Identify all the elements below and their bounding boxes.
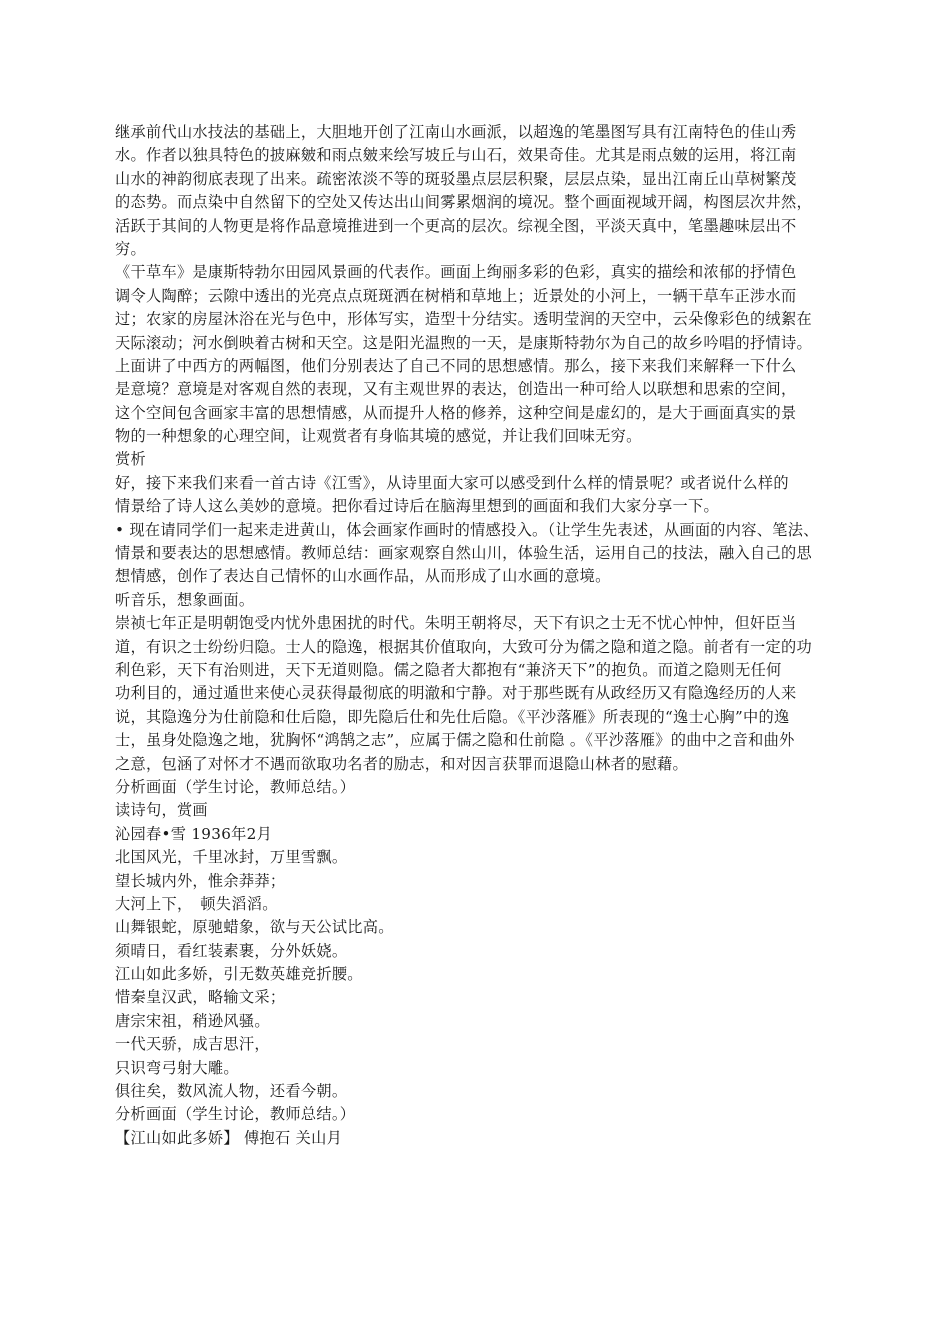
poem-line: 江山如此多娇，引无数英雄竞折腰。	[115, 965, 363, 984]
bullet-line: • 现在请同学们一起来走进黄山，体会画家作画时的情感投入。（让学生先表述，从画面的内容、笔法、	[115, 520, 819, 539]
text-line: 崇祯七年正是明朝饱受内忧外患困扰的时代。朱明王朝将尽，天下有识之士无不忧心忡忡，但奸臣当	[115, 614, 797, 633]
poem-title: 沁园春•雪 1936年2月	[115, 824, 273, 843]
text-line: 物的一种想象的心理空间，让观赏者有身临其境的感觉，并让我们回味无穷。	[115, 427, 642, 446]
text-line: 穷。	[115, 239, 146, 258]
text-line: 活跃于其间的人物更是将作品意境推进到一个更高的层次。综视全图，平淡天真中，笔墨趣味层出不	[115, 216, 797, 235]
section-heading: 赏析	[115, 450, 146, 469]
text-line: 听音乐，想象画面。	[115, 590, 255, 609]
text-line: 好，接下来我们来看一首古诗《江雪》，从诗里面大家可以感受到什么样的情景呢？或者说什么样的	[115, 473, 789, 492]
text-line: 利色彩，天下有治则进，天下无道则隐。儒之隐者大都抱有“兼济天下”的抱负。而道之隐则无任何	[115, 660, 782, 679]
text-line: 过；农家的房屋沐浴在光与色中，形体写实，造型十分结实。透明莹润的天空中，云朵像彩色的绒絮在	[115, 310, 812, 329]
text-line: 之意，包涵了对怀才不遇而欲取功名者的励志，和对因言获罪而退隐山林者的慰藉。	[115, 754, 689, 773]
text-line: 分析画面（学生讨论，教师总结。）	[115, 777, 356, 796]
text-line: 上面讲了中西方的两幅图，他们分别表达了自己不同的思想感情。那么，接下来我们来解释一下什么	[115, 356, 797, 375]
text-line: 调令人陶醉；云隙中透出的光亮点点斑斑洒在树梢和草地上；近景处的小河上，一辆干草车正涉水而	[115, 286, 797, 305]
poem-line: 须晴日，看红装素裹，分外妖娆。	[115, 941, 348, 960]
document-body	[115, 121, 845, 1150]
text-line: 士，虽身处隐逸之地，犹胸怀“鸿鹄之志”，应属于儒之隐和仕前隐 。《平沙落雁》的曲中之音和曲外	[115, 731, 795, 750]
poem-line: 惜秦皇汉武，略输文采；	[115, 988, 286, 1007]
text-line: 情景给了诗人这么美妙的意境。把你看过诗后在脑海里想到的画面和我们大家分享一下。	[115, 497, 720, 516]
text-line: 天际滚动；河水倒映着古树和天空。这是阳光温煦的一天，是康斯特勃尔为自己的故乡吟唱的抒情诗。	[115, 333, 812, 352]
text-line: 情景和要表达的思想感情。教师总结：画家观察自然山川，体验生活，运用自己的技法，融入自己的思	[115, 544, 812, 563]
text-line: 《干草车》是康斯特勃尔田园风景画的代表作。画面上绚丽多彩的色彩，真实的描绘和浓郁的抒情色	[115, 263, 797, 282]
text-line: 这个空间包含画家丰富的思想情感，从而提升人格的修养，这种空间是虚幻的，是大于画面真实的景	[115, 403, 797, 422]
text-line: 想情感，创作了表达自己情怀的山水画作品，从而形成了山水画的意境。	[115, 567, 611, 586]
text-line: 山水的神韵彻底表现了出来。疏密浓淡不等的斑驳墨点层层积聚，层层点染，显出江南丘山草树繁茂	[115, 169, 797, 188]
text-line: 的态势。而点染中自然留下的空处又传达出山间雾累烟润的境况。整个画面视域开阔，构图层次井然，	[115, 193, 812, 212]
poem-line: 只识弯弓射大雕。	[115, 1058, 239, 1077]
poem-line: 北国风光，千里冰封，万里雪飘。	[115, 848, 348, 867]
poem-line: 望长城内外，惟余莽莽；	[115, 871, 286, 890]
poem-line: 俱往矣，数风流人物，还看今朝。	[115, 1082, 348, 1101]
text-line: 说，其隐逸分为仕前隐和仕后隐，即先隐后仕和先仕后隐。《平沙落雁》所表现的“逸士心胸”中的逸	[115, 707, 790, 726]
poem-line: 一代天骄，成吉思汗，	[115, 1035, 270, 1054]
text-line: 是意境？意境是对客观自然的表现，又有主观世界的表达，创造出一种可给人以联想和思索的空间，	[115, 380, 797, 399]
text-line: 继承前代山水技法的基础上，大胆地开创了江南山水画派，以超逸的笔墨图写具有江南特色的佳山秀	[115, 123, 797, 141]
text-line: 道，有识之士纷纷归隐。士人的隐逸，根据其价值取向，大致可分为儒之隐和道之隐。前者有一定的功	[115, 637, 812, 656]
poem-line: 唐宗宋祖，稍逊风骚。	[115, 1011, 270, 1030]
text-line: 分析画面（学生讨论，教师总结。）	[115, 1105, 356, 1124]
text-line: 水。作者以独具特色的披麻皴和雨点皴来绘写坡丘与山石，效果奇佳。尤其是雨点皴的运用，将江南	[115, 146, 797, 165]
text-line: 读诗句，赏画	[115, 801, 208, 820]
poem-line: 山舞银蛇，原驰蜡象，欲与天公试比高。	[115, 918, 394, 937]
poem-line: 大河上下， 顿失滔滔。	[115, 894, 278, 913]
artwork-caption: 【江山如此多娇】 傅抱石 关山月	[115, 1128, 343, 1147]
text-line: 功利目的，通过遁世来使心灵获得最彻底的明澈和宁静。对于那些既有从政经历又有隐逸经历的人来	[115, 684, 797, 703]
